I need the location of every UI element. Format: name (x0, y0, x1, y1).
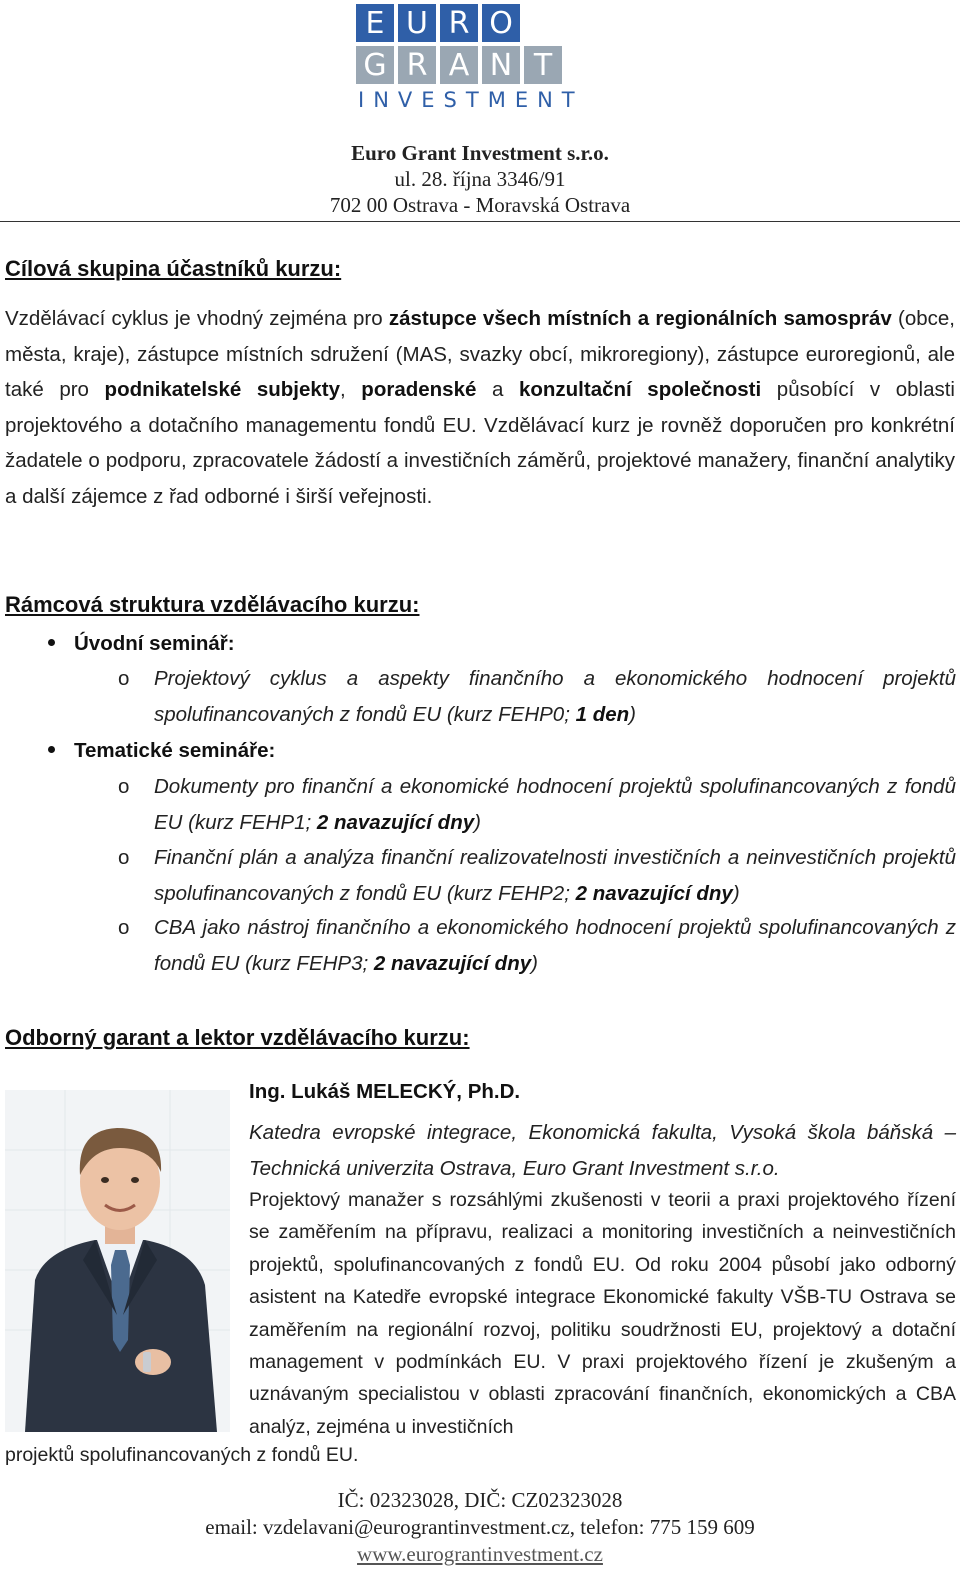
company-street: ul. 28. října 3346/91 (394, 167, 566, 191)
list-item: o Projektový cyklus a aspekty finančního a ekonomického hodnocení projektů spolufinancovaných z fondů EU (kurz FEHP0; 1 den) (118, 661, 956, 732)
target-group-paragraph: Vzdělávací cyklus je vhodný zejména pro zástupce všech místních a regionálních samospráv (obce, města, kraje), zástupce místních sdružení (MAS, svazky obcí, mikroregiony), zástupce euroregionů, ale také pro podnikatelské subjekty, poradenské a konzultační společnosti působící v oblasti projektového a dotačního managementu fondů EU. Vzdělávací kurz je rovněž doporučen pro konkrétní žadatele o podporu, zpracovatele žádostí a investičních záměrů, projektové manažery, finanční analytiky a další zájemce z řad odborné i širší veřejnosti. (5, 307, 955, 508)
company-logo (356, 4, 606, 112)
logo-letter: R (440, 4, 478, 42)
lector-heading: Odborný garant a lektor vzdělávacího kurzu: (5, 1025, 470, 1050)
lector-bio: Projektový manažer s rozsáhlými zkušenosti v teorii a praxi projektového řízení se zaměřením na přípravu, realizaci a monitoring investičních a neinvestičních projektů, spolufinancovaných z fondů EU. Od roku 2004 působí jako odborný asistent na Katedře evropské integrace Ekonomické fakulty VŠB-TU Ostrava se zaměřením na regionální rozvoj, politiku soudržnosti EU, projektový a dotační management v podmínkách EU. V praxi projektového řízení je zkušeným a uznávaným specialistou v oblasti zpracování finančních, ekonomických a CBA analýz, zejména u investičních (249, 1189, 956, 1438)
bullet-intro-seminar (48, 632, 235, 656)
logo-row-grant (356, 46, 606, 84)
logo-subtitle: INVESTMENT (358, 88, 584, 112)
list-item: o Dokumenty pro finanční a ekonomické hodnocení projektů spolufinancovaných z fondů EU (kurz FEHP1; 2 navazující dny) (118, 769, 956, 840)
logo-letter: E (356, 4, 394, 42)
logo-letter: N (482, 46, 520, 84)
circle-bullet-icon: o (118, 846, 130, 869)
logo-letter: U (398, 4, 436, 42)
circle-bullet-icon: o (118, 775, 130, 798)
header-divider (0, 221, 960, 222)
bullet-icon (48, 746, 55, 753)
lector-affiliation: Katedra evropské integrace, Ekonomická fakulta, Vysoká škola báňská – Technická univerzita Ostrava, Euro Grant Investment s.r.o. (249, 1121, 956, 1180)
logo-letter: O (482, 4, 520, 42)
bullet-icon (48, 639, 55, 646)
logo-letter: A (440, 46, 478, 84)
target-group-heading: Cílová skupina účastníků kurzu: (5, 256, 342, 281)
bullet-thematic-seminars (48, 739, 275, 763)
circle-bullet-icon: o (118, 667, 130, 690)
footer-website-link[interactable]: www.eurograntinvestment.cz (357, 1542, 603, 1566)
logo-letter: G (356, 46, 394, 84)
lector-photo (5, 1090, 230, 1432)
list-item: o CBA jako nástroj finančního a ekonomického hodnocení projektů spolufinancovaných z fondů EU (kurz FEHP3; 2 navazující dny) (118, 910, 956, 981)
logo-letter: T (524, 46, 562, 84)
lector-bio-continued: projektů spolufinancovaných z fondů EU. (5, 1444, 359, 1466)
company-city: 702 00 Ostrava - Moravská Ostrava (329, 193, 631, 217)
list-item: o Finanční plán a analýza finanční realizovatelnosti investičních a neinvestičních projektů spolufinancovaných z fondů EU (kurz FEHP2; 2 navazující dny) (118, 840, 956, 911)
logo-letter: R (398, 46, 436, 84)
structure-heading: Rámcová struktura vzdělávacího kurzu: (5, 592, 420, 617)
footer-contact: email: vzdelavani@eurograntinvestment.cz, telefon: 775 159 609 (205, 1515, 755, 1539)
bullet-label: Úvodní seminář: (74, 632, 235, 655)
footer-ids: IČ: 02323028, DIČ: CZ02323028 (337, 1488, 623, 1512)
company-name: Euro Grant Investment s.r.o. (351, 141, 609, 165)
circle-bullet-icon: o (118, 916, 130, 939)
logo-row-euro (356, 4, 606, 42)
lector-name: Ing. Lukáš MELECKÝ, Ph.D. (249, 1080, 521, 1103)
bullet-label: Tematické semináře: (74, 739, 276, 762)
company-address-block (0, 140, 960, 218)
